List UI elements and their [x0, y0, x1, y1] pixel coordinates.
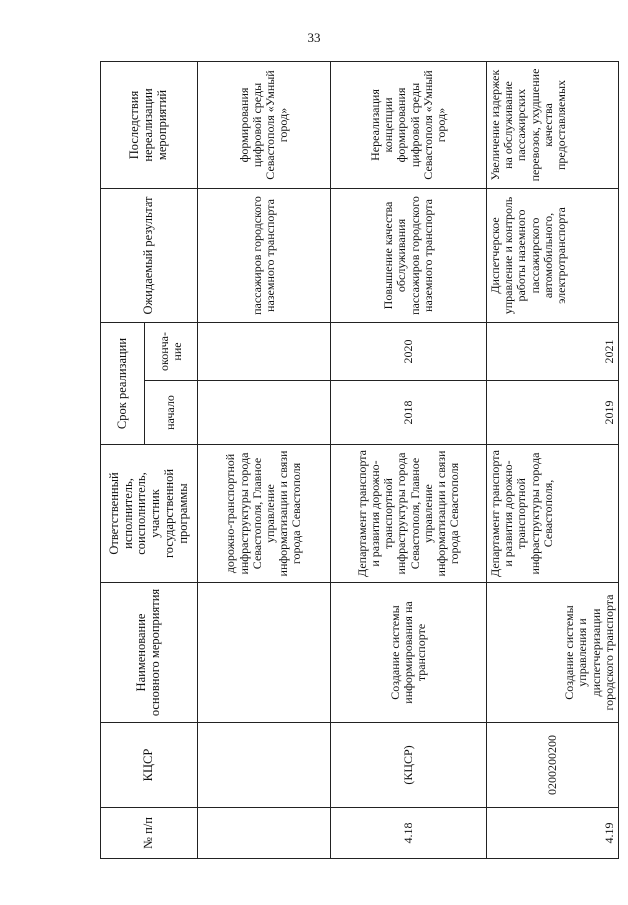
header-name: Наименование основного мероприятия: [101, 583, 198, 723]
cell-start: [198, 381, 331, 445]
header-term: Срок реализации: [101, 322, 145, 444]
cell-consequences: Увеличение издержек на обслуживание пассажирских перевозок, ухудшение качества предоставляемых: [487, 61, 619, 188]
page-number: 33: [307, 30, 321, 45]
header-responsible: Ответственный исполнитель, соисполнитель, участник государственной программы: [101, 445, 198, 583]
cell-kcsr: (КЦСР): [331, 723, 487, 808]
cell-name: Создание системы информирования на транспорте: [331, 583, 487, 723]
header-start: начало: [145, 381, 198, 445]
cell-num: 4.19: [487, 808, 619, 859]
header-kcsr: КЦСР: [101, 723, 198, 808]
cell-name: Создание системы управления и диспетчеризации городского транспорта: [487, 583, 619, 723]
cell-responsible: Департамент транспорта и развития дорожно-транспортной инфраструктуры города Севастополя, Главное управление информатизации и связи города Севастополя: [331, 445, 487, 583]
cell-num: 4.18: [331, 808, 487, 859]
cell-result: Повышение качества обслуживания пассажиров городского наземного транспорта: [331, 188, 487, 322]
cell-result: пассажиров городского наземного транспорта: [198, 188, 331, 322]
cell-responsible: дорожно-транспортной инфраструктуры города Севастополя, Главное управление информатизации и связи города Севастополя: [198, 445, 331, 583]
cell-consequences: формирования цифровой среды Севастополя «Умный город»: [198, 61, 331, 188]
cell-responsible: Департамент транспорта и развития дорожно-транспортной инфраструктуры города Севастополя,: [487, 445, 619, 583]
table-row: [331, 61, 487, 858]
cell-end: 2021: [487, 322, 619, 380]
cell-kcsr: 0200200200: [487, 723, 619, 808]
cell-end: 2020: [331, 322, 487, 380]
cell-num: [198, 808, 331, 859]
rotated-page-content: [100, 62, 618, 859]
header-end: оконча-ние: [145, 322, 198, 380]
cell-start: 2018: [331, 381, 487, 445]
table-frame: [100, 62, 618, 859]
table-row: [198, 61, 331, 858]
header-num: № п/п: [101, 808, 198, 859]
cell-start: 2019: [487, 381, 619, 445]
cell-kcsr: [198, 723, 331, 808]
header-result: Ожидаемый результат: [101, 188, 198, 322]
header-consequences: Последствия нереализации мероприятий: [101, 61, 198, 188]
cell-consequences: Нереализация концепции формирования цифровой среды Севастополя «Умный город»: [331, 61, 487, 188]
cell-result: Диспетчерское управление и контроль работы наземного пассажирского автомобильного, электротранспорта: [487, 188, 619, 322]
table-row: [487, 61, 619, 858]
cell-end: [198, 322, 331, 380]
measures-table: [100, 61, 619, 859]
cell-name: [198, 583, 331, 723]
